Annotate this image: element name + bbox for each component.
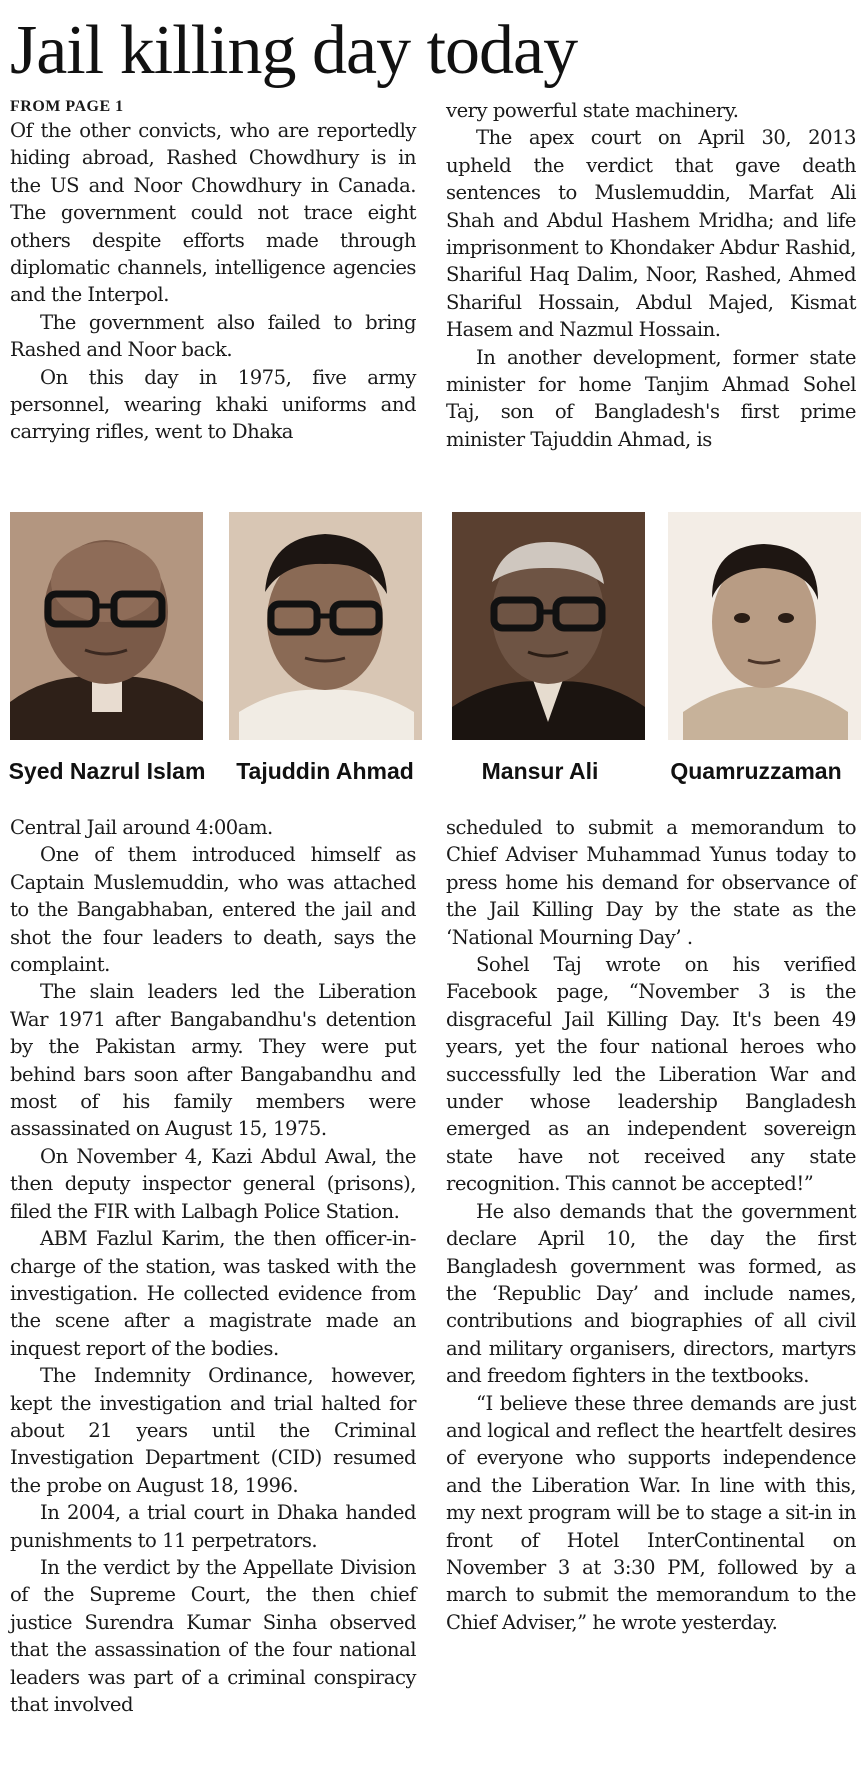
- paragraph: Central Jail around 4:00am.: [10, 816, 273, 839]
- paragraph: The slain leaders led the Liberation War 1971 after Bangabandhu's detention by the Pakistan army. They were put behind bars soon after Bangabandhu and most of his family members were assassinated on August 15, 1975.: [10, 980, 416, 1141]
- paragraph: ABM Fazlul Karim, the then officer-in-charge of the station, was tasked with the investigation. He collected evidence from the scene after a magistrate made an inquest report of the bodies.: [10, 1227, 416, 1360]
- photo-caption: Tajuddin Ahmad: [236, 758, 414, 784]
- paragraph: One of them introduced himself as Captain Muslemuddin, who was attached to the Bangabhaban, entered the jail and shot the four leaders to death, says the complaint.: [10, 843, 416, 977]
- paragraph: The government also failed to bring Rashed and Noor back.: [10, 310, 416, 362]
- photo-caption: Syed Nazrul Islam: [8, 758, 206, 784]
- continued-from-label: FROM PAGE 1: [10, 98, 124, 115]
- paragraph: Sohel Taj wrote on his verified Facebook page, “November 3 is the disgraceful Jail Killing Day. It's been 49 years, yet the four national heroes who successfully led the Liberation War and under whose leadership Bangladesh emerged as an independent sovereign state have not received any state recognition. This cannot be accepted!”: [446, 953, 856, 1196]
- portrait-photo-3: [452, 512, 645, 740]
- article-column-top-left: [10, 117, 416, 446]
- paragraph: scheduled to submit a memorandum to Chief Adviser Muhammad Yunus today to press home his demand for observance of the Jail Killing Day by the state as the ‘National Mourning Day’ .: [446, 816, 856, 949]
- photo-caption: Quamruzzaman: [670, 758, 842, 784]
- portrait-photo-2: [229, 512, 422, 740]
- paragraph: He also demands that the government declare April 10, the day the first Bangladesh government was formed, as the ‘Republic Day’ and include names, contributions and biographies of all civil and military organisers, directors, martyrs and freedom fighters in the textbooks.: [446, 1199, 856, 1388]
- paragraph: In the verdict by the Appellate Division of the Supreme Court, the then chief justice Surendra Kumar Sinha observed that the assassination of the four national leaders was part of a criminal conspiracy that involved: [10, 1555, 416, 1716]
- paragraph: Of the other convicts, who are reportedly hiding abroad, Rashed Chowdhury is in the US and Noor Chowdhury in Canada. The government could not trace eight others despite efforts made through diplomatic channels, intelligence agencies and the Interpol.: [10, 119, 416, 307]
- article-column-bottom-left: [10, 814, 416, 1718]
- paragraph: The Indemnity Ordinance, however, kept the investigation and trial halted for about 21 years until the Criminal Investigation Department (CID) resumed the probe on August 18, 1996.: [10, 1364, 416, 1497]
- paragraph: very powerful state machinery.: [446, 99, 739, 122]
- article-column-top-right: [446, 97, 856, 453]
- headline: Jail killing day today: [10, 12, 578, 89]
- portrait-photo-1: [10, 512, 203, 740]
- paragraph: On November 4, Kazi Abdul Awal, the then deputy inspector general (prisons), filed the FIR with Lalbagh Police Station.: [10, 1144, 416, 1223]
- paragraph: On this day in 1975, five army personnel, wearing khaki uniforms and carrying rifles, went to Dhaka: [10, 365, 416, 444]
- paragraph: In another development, former state minister for home Tanjim Ahmad Sohel Taj, son of Bangladesh's first prime minister Tajuddin Ahmad, is: [446, 345, 856, 451]
- paragraph: “I believe these three demands are just and logical and reflect the heartfelt desires of everyone who supports independence and the Liberation War. In line with this, my next program will be to stage a sit-in in front of Hotel InterContinental on November 3 at 3:30 PM, followed by a march to submit the memorandum to the Chief Adviser,” he wrote yesterday.: [446, 1391, 856, 1634]
- article-column-bottom-right: [446, 814, 856, 1636]
- paragraph: The apex court on April 30, 2013 upheld the verdict that gave death sentences to Muslemuddin, Marfat Ali Shah and Abdul Hashem Mridha; and life imprisonment to Khondaker Abdur Rashid, Shariful Haq Dalim, Noor, Rashed, Ahmed Shariful Hossain, Abdul Majed, Kismat Hasem and Nazmul Hossain.: [446, 126, 856, 342]
- paragraph: In 2004, a trial court in Dhaka handed punishments to 11 perpetrators.: [10, 1501, 416, 1552]
- photo-caption: Mansur Ali: [481, 758, 599, 784]
- portrait-photo-4: [668, 512, 861, 740]
